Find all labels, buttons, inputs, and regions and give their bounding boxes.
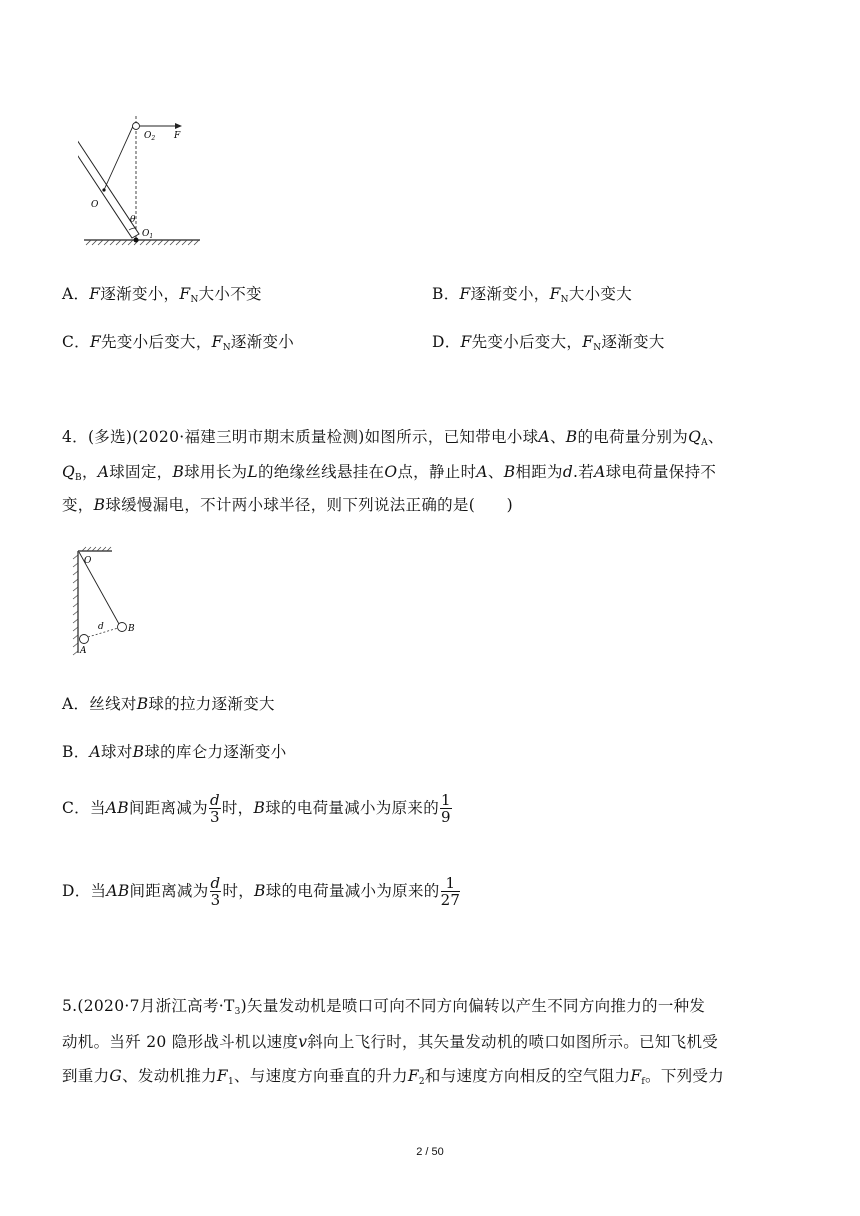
label-f: F — [174, 131, 181, 141]
fraction-d-over-3: $\frac{d}{3}$ — [210, 874, 221, 909]
fraction-d-over-3: $\frac{d}{3}$ — [209, 791, 220, 826]
q4-option-c: C．当AB间距离减为 $\frac{d}{3}$ 时，B球的电荷量减小为原来的 $\frac{1}{9}$ — [62, 791, 451, 826]
label-theta: θ — [130, 215, 136, 225]
q5-stem-line-2: 动机。当歼 20 隐形战斗机以速度v斜向上飞行时，其矢量发动机的喷口如图所示。已知飞机受 — [62, 1033, 719, 1051]
pendulum-figure — [70, 545, 150, 657]
q5-stem-line-1: 5.(2020·7月浙江高考$\cdot T_3$)矢量发动机是喷口可向不同方向偏转以产生不同方向推力的一种发 — [62, 997, 706, 1017]
q5-stem-line-3: 到重力G、发动机推力$F_1$、与速度方向垂直的升力$F_2$和与速度方向相反的空气阻力$F_f$。下列受力 — [62, 1067, 725, 1087]
page-number: 2 / 50 — [416, 1146, 444, 1158]
pendulum-label-o: O — [84, 556, 92, 566]
pendulum-label-d: d — [98, 622, 104, 632]
label-o: O — [91, 200, 99, 210]
q3-option-d: D．F先变小后变大，$F_N$逐渐变大 — [432, 333, 665, 353]
pendulum-label-b: B — [128, 624, 135, 634]
q4-option-b: B．A球对B球的库仑力逐渐变小 — [62, 743, 287, 761]
q4-stem-line-1: 4．(多选)(2020·福建三明市期末质量检测)如图所示，已知带电小球A、B的电荷量分别为$Q_A$、 — [62, 428, 724, 448]
q4-stem-line-3: 变，B球缓慢漏电，不计两小球半径，则下列说法正确的是( ) — [62, 496, 514, 514]
pendulum-label-a: A — [80, 646, 87, 656]
fraction-1-over-27: $\frac{1}{27}$ — [440, 874, 461, 909]
q4-stem-line-2: $Q_B$，A球固定，B球用长为L的绝缘丝线悬挂在O点，静止时A、B相距为d.若A球电荷量保持不 — [62, 463, 717, 483]
q3-option-a: A．F逐渐变小，$F_N$大小不变 — [62, 285, 262, 305]
q4-option-a: A．丝线对B球的拉力逐渐变大 — [62, 695, 275, 713]
q3-option-c: C．F先变小后变大，$F_N$逐渐变小 — [62, 333, 295, 353]
q4-option-d: D．当AB间距离减为 $\frac{d}{3}$ 时，B球的电荷量减小为原来的 $\frac{1}{27}$ — [62, 874, 461, 909]
fraction-1-over-9: $\frac{1}{9}$ — [441, 791, 451, 826]
label-o1: $O_1$ — [142, 229, 154, 240]
q3-option-b: B．F逐渐变小，$F_N$大小变大 — [432, 285, 633, 305]
rod-figure — [78, 112, 208, 247]
label-o2: $O_2$ — [144, 131, 156, 142]
